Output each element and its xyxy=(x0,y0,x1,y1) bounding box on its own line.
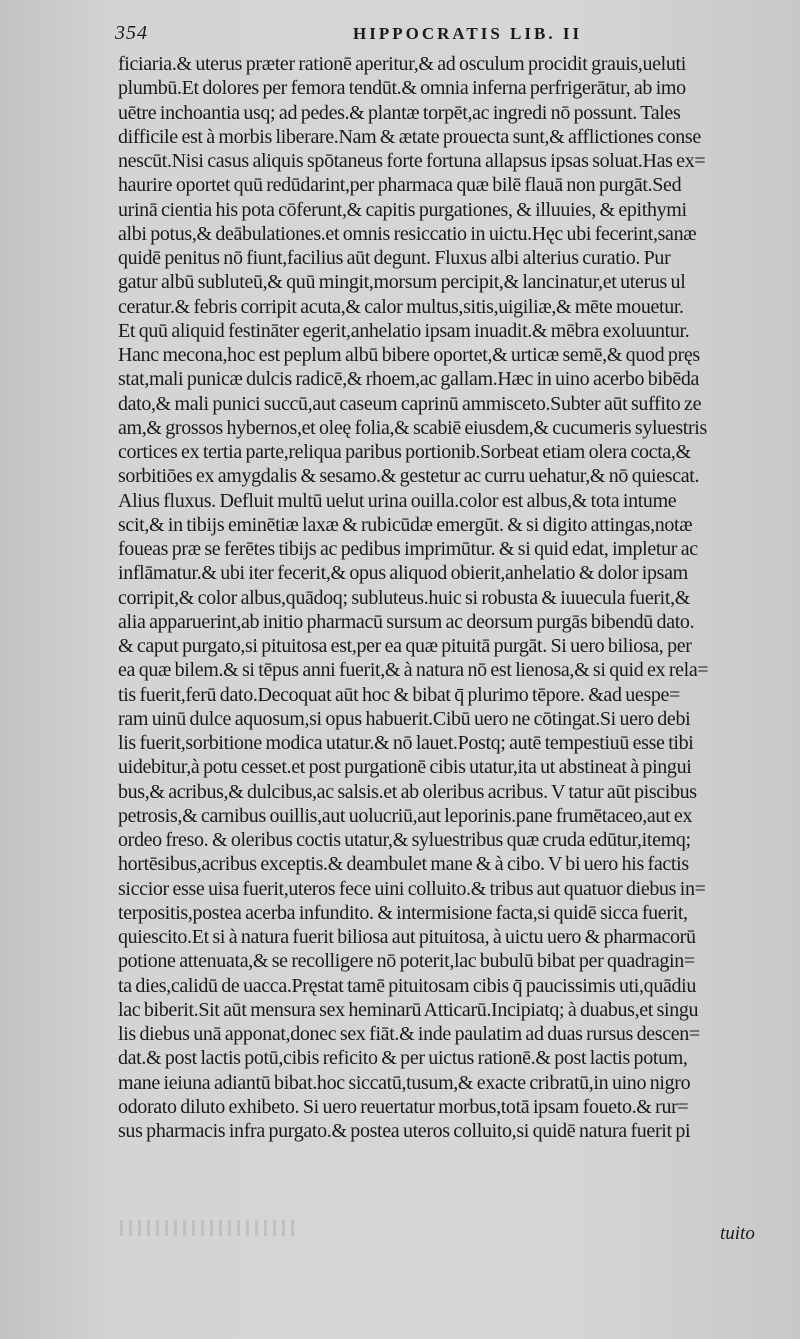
text-line: ea quæ bilem.& si tēpus anni fuerit,& à natura nō est lienosa,& si quid ex rela= xyxy=(118,659,709,682)
text-line: corripit,& color albus,quādoq; subluteus.huic si robusta & iuuecula fuerit,& xyxy=(118,586,690,609)
page-header xyxy=(115,22,800,46)
text-line: scit,& in tibijs eminētiæ laxæ & rubicūdæ emergūt. & si digito attingas,notæ xyxy=(118,513,693,536)
text-line: lis fuerit,sorbitione modica utatur.& nō lauet.Postq; autē tempestiuū esse tibi xyxy=(118,732,694,754)
page-number: 354 xyxy=(115,22,148,44)
text-line: foueas præ se ferētes tibijs ac pedibus imprimūtur. & si quid edat, impletur ac xyxy=(118,538,698,560)
text-line: haurire oportet quū redūdarint,per pharmaca quæ bilē flauā non purgāt.Sed xyxy=(118,174,682,197)
body-text xyxy=(118,52,800,1143)
text-line: dat.& post lactis potū,cibis reficito & per uictus rationē.& post lactis potum, xyxy=(118,1047,688,1070)
text-line: dato,& mali punici succū,aut caseum caprinū ammisceto.Subter aūt suffito ze xyxy=(118,392,702,415)
text-line: alia apparuerint,ab initio pharmacū sursum ac deorsum purgās bibendū dato. xyxy=(118,610,695,633)
text-line: terpositis,postea acerba infundito. & intermisione facta,si quidē sicca fuerit, xyxy=(118,901,688,924)
show-through-mark xyxy=(120,1220,300,1236)
running-title: HIPPOCRATIS LIB. II xyxy=(353,24,583,43)
text-line: ficiaria.& uterus præter rationē aperitur,& ad osculum procidit grauis,ueluti xyxy=(118,53,686,75)
text-line: gatur albū subluteū,& quū mingit,morsum percipit,& lancinatur,et uterus ul xyxy=(118,271,686,294)
text-line: inflāmatur.& ubi iter fecerit,& opus aliquod obierit,anhelatio & dolor ipsam xyxy=(118,562,688,585)
text-line: difficile est à morbis liberare.Nam & ætate prouecta sunt,& afflictiones conse xyxy=(118,125,701,148)
text-line: lis diebus unā apponat,donec sex fiāt.& inde paulatim ad duas rursus descen= xyxy=(118,1023,700,1045)
text-line: lac biberit.Sit aūt mensura sex heminarū Atticarū.Incipiatq; à duabus,et singu xyxy=(118,998,699,1021)
text-line: nescūt.Nisi casus aliquis spōtaneus forte fortuna allapsus ipsas soluat.Has ex= xyxy=(118,150,706,172)
text-line: quidē penitus nō fiunt,facilius aūt degunt. Fluxus albi alterius curatio. Pur xyxy=(118,247,671,269)
text-line: hortēsibus,acribus exceptis.& deambulet mane & à cibo. V bi uero his factis xyxy=(118,853,689,876)
catchword: tuito xyxy=(720,1223,755,1244)
text-line: albi potus,& deābulationes.et omnis resiccatio in uictu.Hęc ubi fecerint,sanæ xyxy=(118,222,697,245)
text-line: petrosis,& carnibus ouillis,aut uolucriū,aut leporinis.pane frumētaceo,aut ex xyxy=(118,804,693,827)
text-line: Et quū aliquid festināter egerit,anhelatio ipsam inuadit.& mēbra exoluuntur. xyxy=(118,319,690,342)
text-line: sus pharmacis infra purgato.& postea uteros colluito,si quidē natura fuerit pi xyxy=(118,1120,691,1142)
text-line: urinā cientia his pota cōferunt,& capitis purgationes, & illuuies, & epithymi xyxy=(118,198,687,221)
text-line: uidebitur,à potu cesset.et post purgationē cibis utatur,ita ut abstineat à pingui xyxy=(118,756,692,779)
text-line: ram uinū dulce aquosum,si opus habuerit.Cibū uero ne cōtingat.Si uero debi xyxy=(118,707,691,730)
text-line: potione attenuata,& se recolligere nō poterit,lac bubulū bibat per quadragin= xyxy=(118,950,695,973)
text-line: sorbitiōes ex amygdalis & sesamo.& gestetur ac curru uehatur,& nō quiescat. xyxy=(118,465,700,488)
text-line: ceratur.& febris corripit acuta,& calor multus,sitis,uigiliæ,& mēte mouetur. xyxy=(118,295,684,318)
text-line: odorato diluto exhibeto. Si uero reuertatur morbus,totā ipsam foueto.& rur= xyxy=(118,1095,689,1118)
text-line: mane ieiuna adiantū bibat.hoc siccatū,tusum,& exacte cribratū,in uino nigro xyxy=(118,1071,691,1094)
text-line: am,& grossos hybernos,et oleę folia,& scabiē eiusdem,& cucumeris syluestris xyxy=(118,416,707,439)
text-line: & caput purgato,si pituitosa est,per ea quæ pituitā purgāt. Si uero biliosa, per xyxy=(118,635,692,657)
text-line: Alius fluxus. Defluit multū uelut urina ouilla.color est albus,& tota intume xyxy=(118,489,677,512)
text-line: Hanc mecona,hoc est peplum albū bibere oportet,& urticæ semē,& quod pręs xyxy=(118,344,700,366)
text-line: ordeo freso. & oleribus coctis utatur,& syluestribus quæ cruda edūtur,itemq; xyxy=(118,829,691,851)
text-line: quiescito.Et si à natura fuerit biliosa aut pituitosa, à uictu uero & pharmacorū xyxy=(118,926,696,948)
text-line: bus,& acribus,& dulcibus,ac salsis.et ab oleribus acribus. V tatur aūt piscibus xyxy=(118,780,697,803)
text-line: uētre inchoantia usq; ad pedes.& plantæ torpēt,ac ingredi nō possunt. Tales xyxy=(118,101,681,124)
text-line: ta dies,calidū de uacca.Pręstat tamē pituitosam cibis q̄ paucissimis uti,quādiu xyxy=(118,974,696,997)
text-line: tis fuerit,ferū dato.Decoquat aūt hoc & bibat q̄ plurimo tēpore. &ad uespe= xyxy=(118,683,680,706)
text-line: cortices ex tertia parte,reliqua paribus portionib.Sorbeat etiam olera cocta,& xyxy=(118,441,691,463)
text-line: siccior esse uisa fuerit,uteros fece uini colluito.& tribus aut quatuor diebus in= xyxy=(118,877,706,900)
text-line: plumbū.Et dolores per femora tendūt.& omnia inferna perfrigerātur, ab imo xyxy=(118,77,686,100)
text-line: stat,mali punicæ dulcis radicē,& rhoem,ac gallam.Hæc in uino acerbo bibēda xyxy=(118,368,700,391)
